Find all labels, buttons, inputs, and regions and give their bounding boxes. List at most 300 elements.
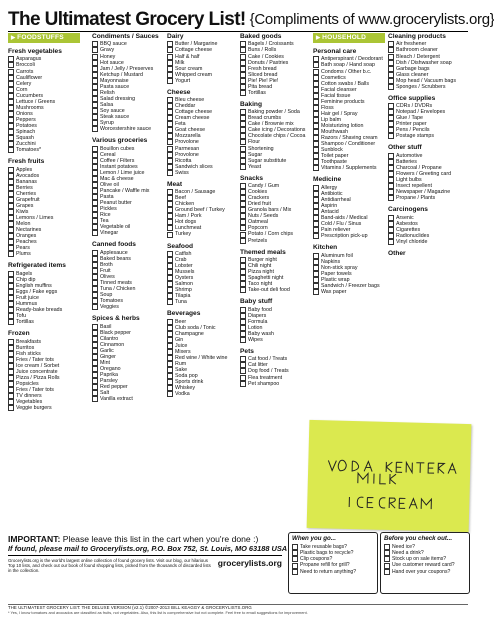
item-label: Melon [16, 220, 31, 227]
item-label: Cosmetics [321, 74, 346, 81]
section-heading: Refrigerated items [8, 262, 66, 270]
item-label: Nectarines [16, 227, 42, 234]
item-label: Insect repellent [396, 183, 432, 190]
item-label: Aluminum foil [321, 252, 353, 259]
checkbox[interactable] [167, 391, 173, 397]
list-item[interactable] [240, 381, 312, 387]
item-label: Antidiarrheal [321, 196, 351, 203]
box-item[interactable] [381, 569, 469, 575]
bottom-section [8, 532, 468, 602]
checkbox[interactable] [384, 569, 390, 575]
section-fresh-vegetables [8, 48, 80, 153]
item-label: Parmesan [175, 145, 200, 152]
item-label: Moisturizing lotion [321, 122, 364, 129]
checkbox[interactable] [92, 230, 98, 236]
list-item[interactable] [388, 84, 468, 90]
item-label: Peppers [16, 116, 36, 123]
item-label: Applesauce [100, 249, 128, 256]
item-label: Pie! Pie! Pie! [248, 77, 279, 84]
section-heading: Carcinogens [388, 206, 428, 214]
item-label: Prescription pick-up [321, 233, 368, 240]
important-label: IMPORTANT: [8, 534, 61, 544]
item-label: Pizza / Pizza Rolls [16, 374, 60, 381]
item-label: Sake [175, 367, 188, 374]
list-item[interactable] [388, 239, 468, 245]
item-label: Mozzarella [175, 133, 201, 140]
box-item-label: Plastic bags to recycle? [300, 549, 354, 556]
checkbox[interactable] [240, 381, 246, 387]
checkbox[interactable] [240, 164, 246, 170]
item-label: Coffee / Filters [100, 157, 135, 164]
item-label: Tofu [16, 313, 27, 319]
item-label: Newspaper / Magazine [396, 189, 451, 196]
item-label: CDRs / DVDRs [396, 103, 433, 110]
item-label: Nuts / Seeds [248, 213, 279, 220]
item-label: Onions [16, 110, 33, 117]
footer [8, 604, 468, 615]
item-label: Mint [100, 359, 111, 366]
item-label: Vinegar [100, 230, 119, 237]
section-fresh-fruits [8, 158, 80, 257]
item-label: Crab [175, 256, 187, 263]
item-label: Napkins [321, 258, 341, 265]
item-label: Lotion [248, 324, 263, 331]
list-item[interactable] [240, 238, 312, 244]
section-heading [313, 33, 385, 43]
list-item[interactable] [240, 337, 312, 343]
item-label: Mouthwash [321, 128, 349, 135]
column-3 [167, 33, 239, 402]
item-label: Tuna / Chicken [100, 285, 136, 292]
list-item[interactable] [313, 165, 385, 171]
column-6 [388, 33, 468, 263]
item-label: Honey [100, 53, 116, 60]
item-label: Cream cheese [175, 115, 210, 122]
item-label: Formula [248, 318, 268, 325]
item-label: Beer [175, 318, 187, 325]
list-item[interactable] [92, 126, 164, 132]
column-4 [240, 33, 312, 392]
item-label: Toilet paper [321, 153, 349, 160]
item-label: Buns / Rolls [248, 47, 277, 54]
section-kitchen [313, 244, 385, 295]
item-label: Tortillas [16, 319, 34, 326]
item-label: Popsicles [16, 380, 39, 387]
checkbox[interactable] [384, 544, 390, 550]
item-label: Soy sauce [100, 107, 125, 114]
item-label: Feta [175, 121, 186, 128]
item-label: Cucumbers [16, 92, 44, 99]
item-label: Vanilla extract [100, 396, 133, 403]
item-label: Cookies [248, 189, 268, 196]
item-label: Mac & cheese [100, 175, 134, 182]
item-label: Postage stamps [396, 133, 434, 140]
item-label: Bread crumbs [248, 115, 281, 122]
item-label: Sliced bread [248, 71, 278, 78]
title-sub: {Compliments of www.grocerylists.org} [249, 11, 494, 28]
item-label: Ice cream / Sorbet [16, 362, 60, 369]
section-baking [240, 101, 312, 170]
when-you-go-box [288, 532, 378, 594]
item-label: Parsley [100, 377, 118, 384]
section-baked-goods [240, 33, 312, 96]
checkbox[interactable] [292, 550, 298, 556]
item-label: Cake / Cookies [248, 53, 284, 60]
list-item[interactable] [240, 287, 312, 293]
item-label: Cherries [16, 190, 37, 197]
section-heading: Spices & herbs [92, 315, 140, 323]
item-label: Black pepper [100, 329, 131, 336]
list-item[interactable] [240, 164, 312, 170]
checkbox[interactable] [292, 563, 298, 569]
item-label: Basil [100, 323, 112, 330]
item-label: Veggie burgers [16, 405, 52, 412]
item-label: Antiperspirant / Deodorant [321, 56, 383, 63]
item-label: Ketchup / Mustard [100, 71, 143, 78]
item-label: Sunblock [321, 147, 343, 154]
item-label: Juice [175, 342, 188, 349]
item-label: Jam / Jelly / Preserves [100, 65, 154, 72]
item-label: Lip balm [321, 116, 342, 123]
item-label: Fruit juice [16, 294, 39, 301]
checkbox[interactable] [8, 251, 14, 257]
item-label: Fresh bread [248, 65, 277, 72]
section-dairy [167, 33, 239, 84]
section-heading: Beverages [167, 310, 201, 318]
item-label: Chicken [175, 201, 195, 208]
checkbox[interactable] [240, 90, 246, 96]
item-label: Ham / Pork [175, 213, 202, 220]
checkbox[interactable] [8, 147, 14, 153]
section-baby-stuff [240, 298, 312, 343]
item-label: Catfish [175, 250, 192, 257]
item-label: Oranges [16, 233, 37, 240]
item-label: Club soda / Tonic [175, 324, 216, 331]
item-label: Syrup [100, 120, 114, 127]
checkbox[interactable] [384, 563, 390, 569]
item-label: Dish / Dishwasher soap [396, 59, 452, 66]
section-heading [8, 33, 80, 43]
item-label: Feminine products [321, 98, 365, 105]
list-item[interactable] [92, 230, 164, 236]
item-label: Lemon / Lime juice [100, 169, 145, 176]
section-meat [167, 181, 239, 238]
section-condiments-sauces [92, 33, 164, 132]
item-label: Salsa [100, 101, 114, 108]
item-label: Bleu cheese [175, 97, 205, 104]
item-label: Cat food / Treats [248, 356, 288, 363]
section-snacks [240, 175, 312, 244]
checkbox[interactable] [92, 396, 98, 402]
item-label: Turkey [175, 231, 191, 238]
checkbox[interactable] [313, 289, 319, 295]
item-label: Gravy [100, 47, 115, 54]
item-label: Burritos [16, 344, 35, 351]
checkbox[interactable] [388, 195, 394, 201]
list-item[interactable] [388, 133, 468, 139]
checkbox[interactable] [8, 405, 14, 411]
item-label: Worcestershire sauce [100, 126, 152, 133]
checkbox[interactable] [292, 556, 298, 562]
section-heading: Themed meals [240, 248, 286, 256]
item-label: Broccoli [16, 62, 35, 69]
item-label: Baking powder / Soda [248, 109, 300, 116]
item-label: Mop head / Vacuum bags [396, 77, 456, 84]
checkbox[interactable] [388, 84, 394, 90]
item-label: Fries / Tater tots [16, 356, 54, 363]
item-label: Radionuclides [396, 232, 430, 239]
item-label: Olive oil [100, 181, 119, 188]
item-label: Salt [100, 390, 110, 397]
section-heading: Baby stuff [240, 298, 273, 306]
section-heading: Meat [167, 180, 183, 188]
list-item[interactable] [8, 251, 80, 257]
section-pets [240, 348, 312, 387]
item-label: Bleach / Detergent [396, 53, 440, 60]
item-label: Pretzels [248, 237, 268, 244]
list-item[interactable] [388, 195, 468, 201]
important-notice [8, 534, 288, 590]
item-label: Light bulbs [396, 177, 422, 184]
checkbox[interactable] [384, 556, 390, 562]
item-label: Hummus [16, 300, 38, 307]
item-label: Peanut butter [100, 199, 132, 206]
item-label: Printer paper [396, 121, 427, 128]
section-cheese [167, 89, 239, 176]
checkbox[interactable] [388, 239, 394, 245]
item-label: Yogurt [175, 77, 191, 84]
list-item[interactable] [92, 304, 164, 310]
item-label: Donuts / Pastries [248, 59, 289, 66]
item-label: Paper towels [321, 270, 352, 277]
checkbox[interactable] [92, 126, 98, 132]
item-label: Zucchini [16, 141, 36, 148]
list-item[interactable] [240, 90, 312, 96]
item-label: Bath soap / Hand soap [321, 62, 375, 69]
section-heading: Kitchen [313, 244, 338, 252]
checkbox[interactable] [167, 299, 173, 305]
item-label: Pancake / Waffle mix [100, 187, 150, 194]
section-heading-text: FOODSTUFFS [17, 34, 64, 41]
item-label: Facial tissue [321, 92, 351, 99]
item-label: Salad dressing [100, 95, 136, 102]
item-label: Oatmeal [248, 219, 269, 226]
checkbox[interactable] [167, 78, 173, 84]
column-2 [92, 33, 164, 407]
checkbox[interactable] [8, 319, 14, 325]
item-label: Steak sauce [100, 113, 130, 120]
item-label: Yeast [248, 163, 262, 170]
item-label: Mussels [175, 269, 195, 276]
section-other-stuff [388, 144, 468, 201]
checkbox[interactable] [240, 287, 246, 293]
checkbox[interactable] [240, 238, 246, 244]
item-label: Relish [100, 89, 115, 96]
item-label: Flowers / Greeting card [396, 171, 452, 178]
item-label: Cinnamon [100, 341, 125, 348]
section-heading: Fresh fruits [8, 158, 45, 166]
item-label: Sugar substitute [248, 157, 287, 164]
section-heading: Other stuff [388, 144, 422, 152]
item-label: Breakfasts [16, 338, 42, 345]
checkbox[interactable] [313, 165, 319, 171]
item-label: Tea [100, 218, 109, 225]
item-label: TV dinners [16, 392, 42, 399]
list-item[interactable] [167, 78, 239, 84]
item-label: Pet shampoo [248, 380, 280, 387]
section-heading: Other [388, 249, 406, 257]
checkbox[interactable] [388, 133, 394, 139]
section-spices-herbs [92, 315, 164, 402]
item-label: Squash [16, 135, 34, 142]
box-item-label: Propane refill for grill? [300, 562, 350, 569]
item-label: Cake icing / Decorations [248, 127, 306, 134]
title-main: The Ultimatest Grocery List! [8, 9, 246, 30]
item-label: Potato / Corn chips [248, 231, 294, 238]
checkbox[interactable] [313, 233, 319, 239]
item-label: Sponges / Scrubbers [396, 83, 446, 90]
item-label: Baby food [248, 306, 272, 313]
item-label: Garbage bags [396, 65, 430, 72]
item-label: Rum [175, 361, 187, 368]
item-label: BBQ sauce [100, 41, 127, 48]
box-item-label: Stock up on sale items? [392, 556, 447, 563]
item-label: Gin [175, 336, 184, 343]
list-item[interactable] [313, 233, 385, 239]
sticky-note [307, 420, 472, 532]
item-label: Bathroom cleaner [396, 47, 438, 54]
item-label: Broth [100, 261, 113, 268]
item-label: Goat cheese [175, 127, 206, 134]
list-item[interactable] [167, 170, 239, 176]
item-label: Oregano [100, 365, 121, 372]
item-label: Cauliflower [16, 74, 43, 81]
item-label: Floss [321, 104, 334, 111]
item-label: Olives [100, 273, 115, 280]
section-heading: Baking [240, 100, 262, 108]
section-heading: Pets [240, 347, 254, 355]
item-label: Glass cleaner [396, 71, 429, 78]
item-label: Sugar [248, 151, 263, 158]
box-item[interactable] [289, 569, 377, 575]
item-label: Facial cleanser [321, 86, 357, 93]
list-item[interactable] [8, 319, 80, 325]
item-label: Burger night [248, 256, 277, 263]
list-item[interactable] [8, 147, 80, 153]
section-heading: Dairy [167, 33, 184, 40]
item-label: Candy / Gum [248, 183, 280, 190]
checkbox[interactable] [240, 337, 246, 343]
checkbox[interactable] [167, 232, 173, 238]
item-label: Fruit [100, 267, 111, 274]
item-label: Avocados [16, 172, 40, 179]
item-label: Vegetables [16, 398, 43, 405]
checkbox[interactable] [292, 544, 298, 550]
item-label: Oysters [175, 275, 194, 282]
section-carcinogens [388, 206, 468, 245]
item-label: Fries / Tater tots [16, 386, 54, 393]
checkbox[interactable] [292, 569, 298, 575]
item-label: Soup [100, 291, 113, 298]
box-item-label: Take reusable bags? [300, 543, 348, 550]
item-label: Grapes [16, 202, 34, 209]
site-link[interactable]: grocerylists.org [217, 558, 282, 568]
item-label: Tilapia [175, 293, 191, 300]
column-5 [313, 33, 385, 300]
item-label: Eggs / Fake eggs [16, 288, 58, 295]
item-label: Asparagus [16, 56, 42, 63]
item-label: Red pepper [100, 383, 128, 390]
list-item[interactable] [92, 396, 164, 402]
item-label: Provolone [175, 151, 199, 158]
list-item[interactable] [8, 405, 80, 411]
section-heading: Cleaning products [388, 33, 446, 40]
item-label: Aspirin [321, 202, 338, 209]
item-label: Tomatoes* [16, 147, 42, 154]
item-label: Peaches [16, 239, 37, 246]
item-label: Chip dip [16, 276, 36, 283]
item-label: Cake / Brownie mix [248, 121, 294, 128]
item-label: Flea treatment [248, 374, 283, 381]
item-label: Tuna [175, 299, 187, 306]
checkbox[interactable] [384, 550, 390, 556]
item-label: Cigarettes [396, 226, 421, 233]
item-label: Sandwich / Freezer bags [321, 282, 380, 289]
item-label: Salmon [175, 281, 193, 288]
item-label: Lobster [175, 263, 193, 270]
found-address: If found, please mail to Grocerylists.org, P.O. Box 752, St. Louis, MO 63188 USA [8, 544, 282, 556]
item-label: Dog food / Treats [248, 368, 289, 375]
list-item[interactable] [313, 289, 385, 295]
arrow-icon: ▶ [11, 35, 18, 41]
item-label: Spinach [16, 128, 36, 135]
box-item-label: Need to return anything? [300, 568, 357, 575]
item-label: Cotton swabs / Balls [321, 80, 369, 87]
item-label: Pasta [100, 193, 114, 200]
item-label: Mayonnaise [100, 77, 129, 84]
checkbox[interactable] [92, 304, 98, 310]
item-label: Whipped cream [175, 71, 213, 78]
item-label: Tortillas [248, 89, 266, 96]
item-label: Pain reliever [321, 227, 351, 234]
item-label: Rice [100, 212, 111, 219]
item-label: Hair gel / Spray [321, 110, 358, 117]
item-label: Automotive [396, 152, 423, 159]
section-heading: Personal care [313, 48, 357, 55]
item-label: Instant potatoes [100, 163, 138, 170]
item-label: Band-aids / Medical [321, 214, 368, 221]
item-label: Cold / Flu / Sinus [321, 220, 362, 227]
section-heading: Seafood [167, 242, 194, 250]
item-label: Take-out deli food [248, 287, 290, 294]
list-item[interactable] [167, 391, 239, 397]
column-1 [8, 33, 80, 416]
list-item[interactable] [167, 299, 239, 305]
item-label: Champagne [175, 330, 204, 337]
checkbox[interactable] [167, 170, 173, 176]
item-label: Spaghetti night [248, 275, 284, 282]
item-label: Condoms / Other b.c. [321, 68, 372, 75]
list-item[interactable] [167, 231, 239, 237]
section-heading: Cheese [167, 88, 191, 96]
item-label: Cereal [100, 151, 116, 158]
footer-disclaimer: * Yes, I know tomatoes and avocados are classified as fruits, not vegetables. Also, this list is comprehensive but not complete. Feel free to email suggestions for improvement. [8, 610, 308, 616]
item-label: Batteries [396, 158, 417, 165]
item-label: Plums [16, 251, 31, 258]
item-label: Popcorn [248, 225, 268, 232]
box-item-label: Need a drink? [392, 549, 424, 556]
section-heading: Office supplies [388, 94, 436, 102]
